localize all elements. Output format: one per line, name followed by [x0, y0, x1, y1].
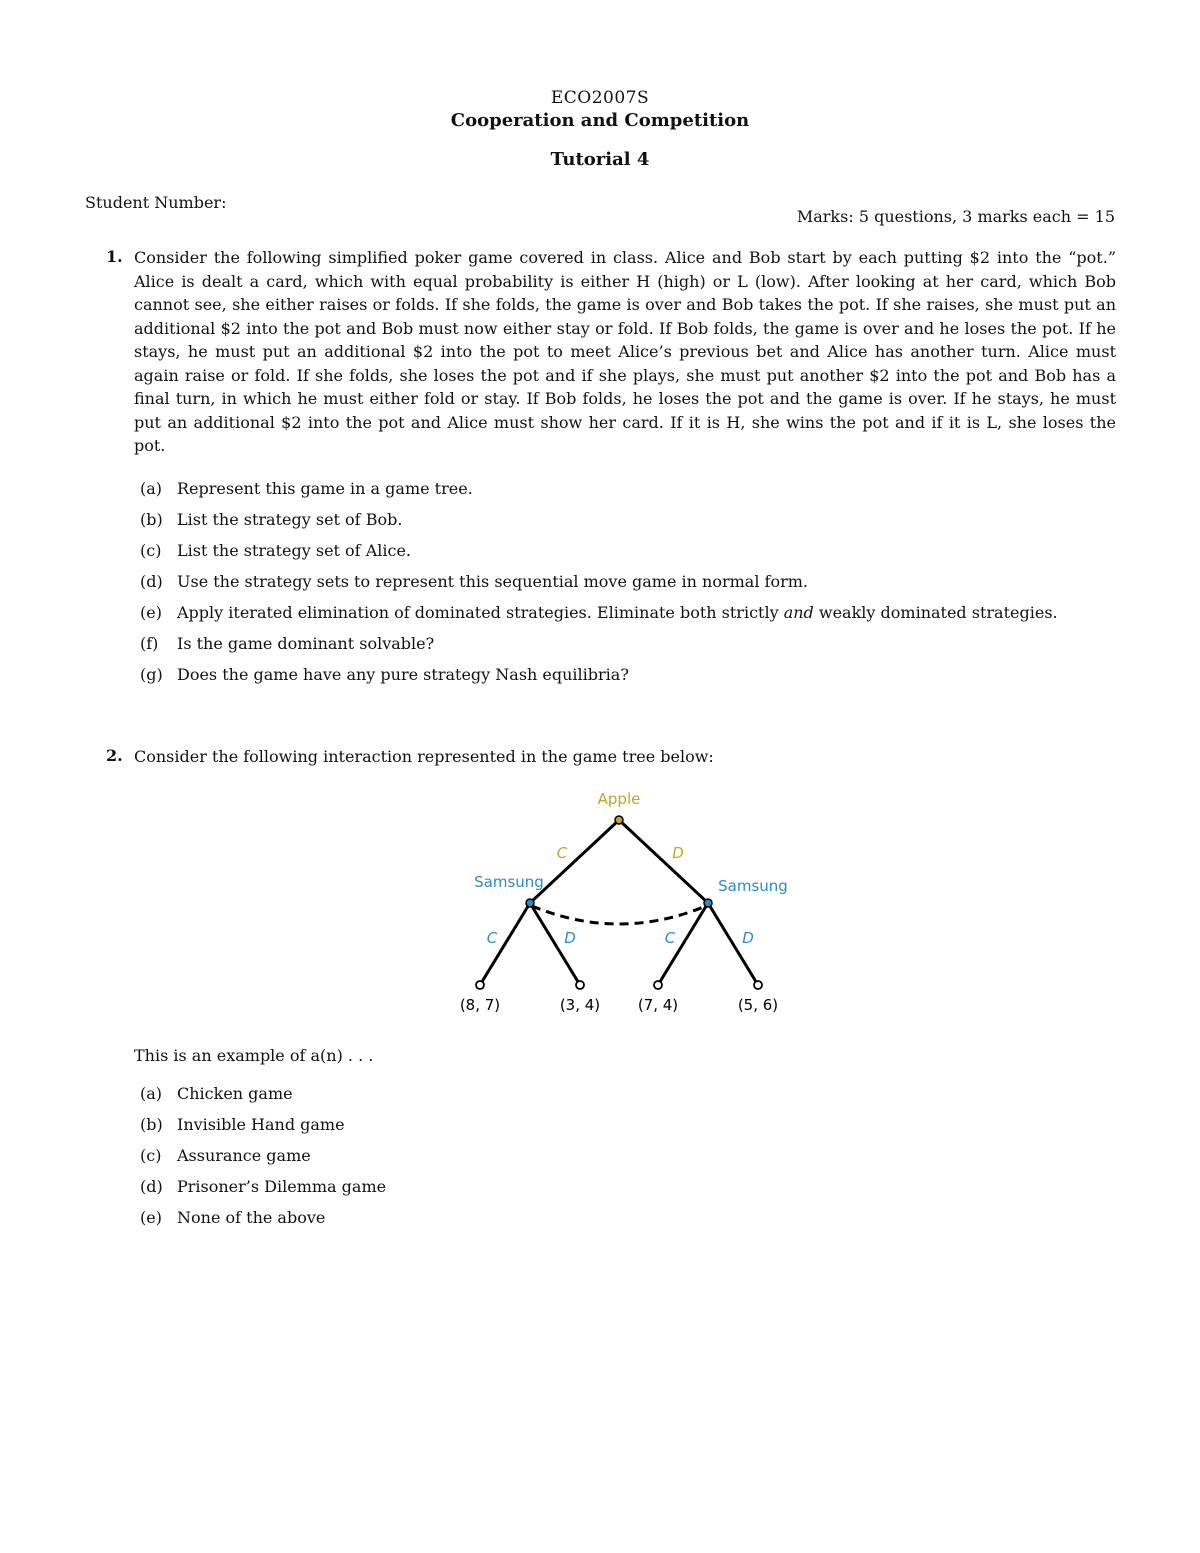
part-label: (b) [140, 510, 163, 529]
part-text: Is the game dominant solvable? [177, 634, 435, 653]
course-title: Cooperation and Competition [450, 110, 750, 131]
root-action-d: D [672, 844, 684, 862]
terminal-node [476, 981, 484, 989]
list-item [140, 1115, 386, 1146]
payoff-4: (5, 6) [737, 996, 779, 1014]
option-text: Chicken game [177, 1084, 293, 1103]
part-emphasis: and [783, 603, 814, 622]
part-text-after: weakly dominated strategies. [813, 603, 1058, 622]
samsung-left-label: Samsung [474, 873, 544, 891]
option-text: Assurance game [177, 1146, 311, 1165]
list-item [140, 665, 1058, 696]
apple-label: Apple [597, 790, 641, 808]
part-text: List the strategy set of Alice. [177, 541, 411, 560]
list-item [140, 1177, 386, 1208]
part-text: Represent this game in a game tree. [177, 479, 473, 498]
course-code: ECO2007S [550, 88, 650, 108]
edge-right-d [708, 903, 758, 985]
right-action-d: D [742, 929, 754, 947]
root-action-c: C [556, 844, 568, 862]
edge-root-right [619, 820, 708, 903]
option-label: (c) [140, 1146, 162, 1165]
question-2-options [140, 1084, 386, 1239]
marks-info: Marks: 5 questions, 3 marks each = 15 [796, 207, 1115, 226]
tree-edges [480, 820, 758, 985]
part-label: (f) [140, 634, 159, 653]
payoff-2: (3, 4) [559, 996, 601, 1014]
edge-left-c [480, 903, 530, 985]
part-label: (d) [140, 572, 163, 591]
list-item [140, 1146, 386, 1177]
part-label: (g) [140, 665, 163, 684]
option-label: (e) [140, 1208, 162, 1227]
part-text: List the strategy set of Bob. [177, 510, 403, 529]
information-set-dashed-line [532, 906, 706, 924]
option-text: None of the above [177, 1208, 326, 1227]
option-text: Prisoner’s Dilemma game [177, 1177, 387, 1196]
terminal-node [576, 981, 584, 989]
list-item [140, 510, 1058, 541]
option-label: (a) [140, 1084, 163, 1103]
list-item [140, 1208, 386, 1239]
part-label: (e) [140, 603, 162, 622]
payoff-3: (7, 4) [637, 996, 679, 1014]
list-item [140, 479, 1058, 510]
edge-left-d [530, 903, 580, 985]
option-label: (d) [140, 1177, 163, 1196]
terminal-node [754, 981, 762, 989]
question-2-text: Consider the following interaction represented in the game tree below: [134, 747, 714, 766]
part-label: (a) [140, 479, 163, 498]
part-label: (c) [140, 541, 162, 560]
edge-root-left [530, 820, 619, 903]
samsung-right-label: Samsung [718, 877, 788, 895]
samsung-left-node [526, 899, 534, 907]
option-text: Invisible Hand game [177, 1115, 345, 1134]
list-item [140, 541, 1058, 572]
student-number-label: Student Number: [85, 193, 227, 212]
tutorial-title: Tutorial 4 [550, 149, 650, 170]
question-1-parts [140, 479, 1058, 696]
part-text: Does the game have any pure strategy Nash equilibria? [177, 665, 629, 684]
root-node [615, 816, 623, 824]
edge-right-c [658, 903, 708, 985]
list-item [140, 1084, 386, 1115]
list-item [140, 634, 1058, 665]
samsung-right-node [704, 899, 712, 907]
left-action-d: D [564, 929, 576, 947]
question-1-text: Consider the following simplified poker game covered in class. Alice and Bob start by each putting $2 into the “pot.” Alice is dealt a card, which with equal probability is either H (high) or L (low). After looking at her card, which Bob cannot see, she either raises or folds. If she folds, the game is over and Bob takes the pot. If she raises, she must put an additional $2 into the pot and Bob must now either stay or fold. If Bob folds, the game is over and he loses the pot. If he stays, he must put an additional $2 into the pot to meet Alice’s previous bet and Alice has another turn. Alice must again raise or fold. If she folds, she loses the pot and if she plays, she must put another $2 into the pot and Bob has a final turn, in which he must either fold or stay. If Bob folds, he loses the pot and the game is over. If he stays, he must put an additional $2 into the pot and Alice must show her card. If it is H, she wins the pot and if it is L, she loses the pot. [134, 248, 1116, 455]
option-label: (b) [140, 1115, 163, 1134]
list-item [140, 572, 1058, 603]
part-text-before: Apply iterated elimination of dominated strategies. Eliminate both strictly [177, 603, 784, 622]
question-2-lead: This is an example of a(n) . . . [134, 1046, 374, 1065]
right-action-c: C [664, 929, 676, 947]
part-text: Use the strategy sets to represent this sequential move game in normal form. [177, 572, 808, 591]
question-2-number: 2. [106, 746, 123, 765]
payoff-1: (8, 7) [459, 996, 501, 1014]
terminal-node [654, 981, 662, 989]
list-item [140, 603, 1058, 634]
question-1-number: 1. [106, 247, 123, 266]
left-action-c: C [486, 929, 498, 947]
